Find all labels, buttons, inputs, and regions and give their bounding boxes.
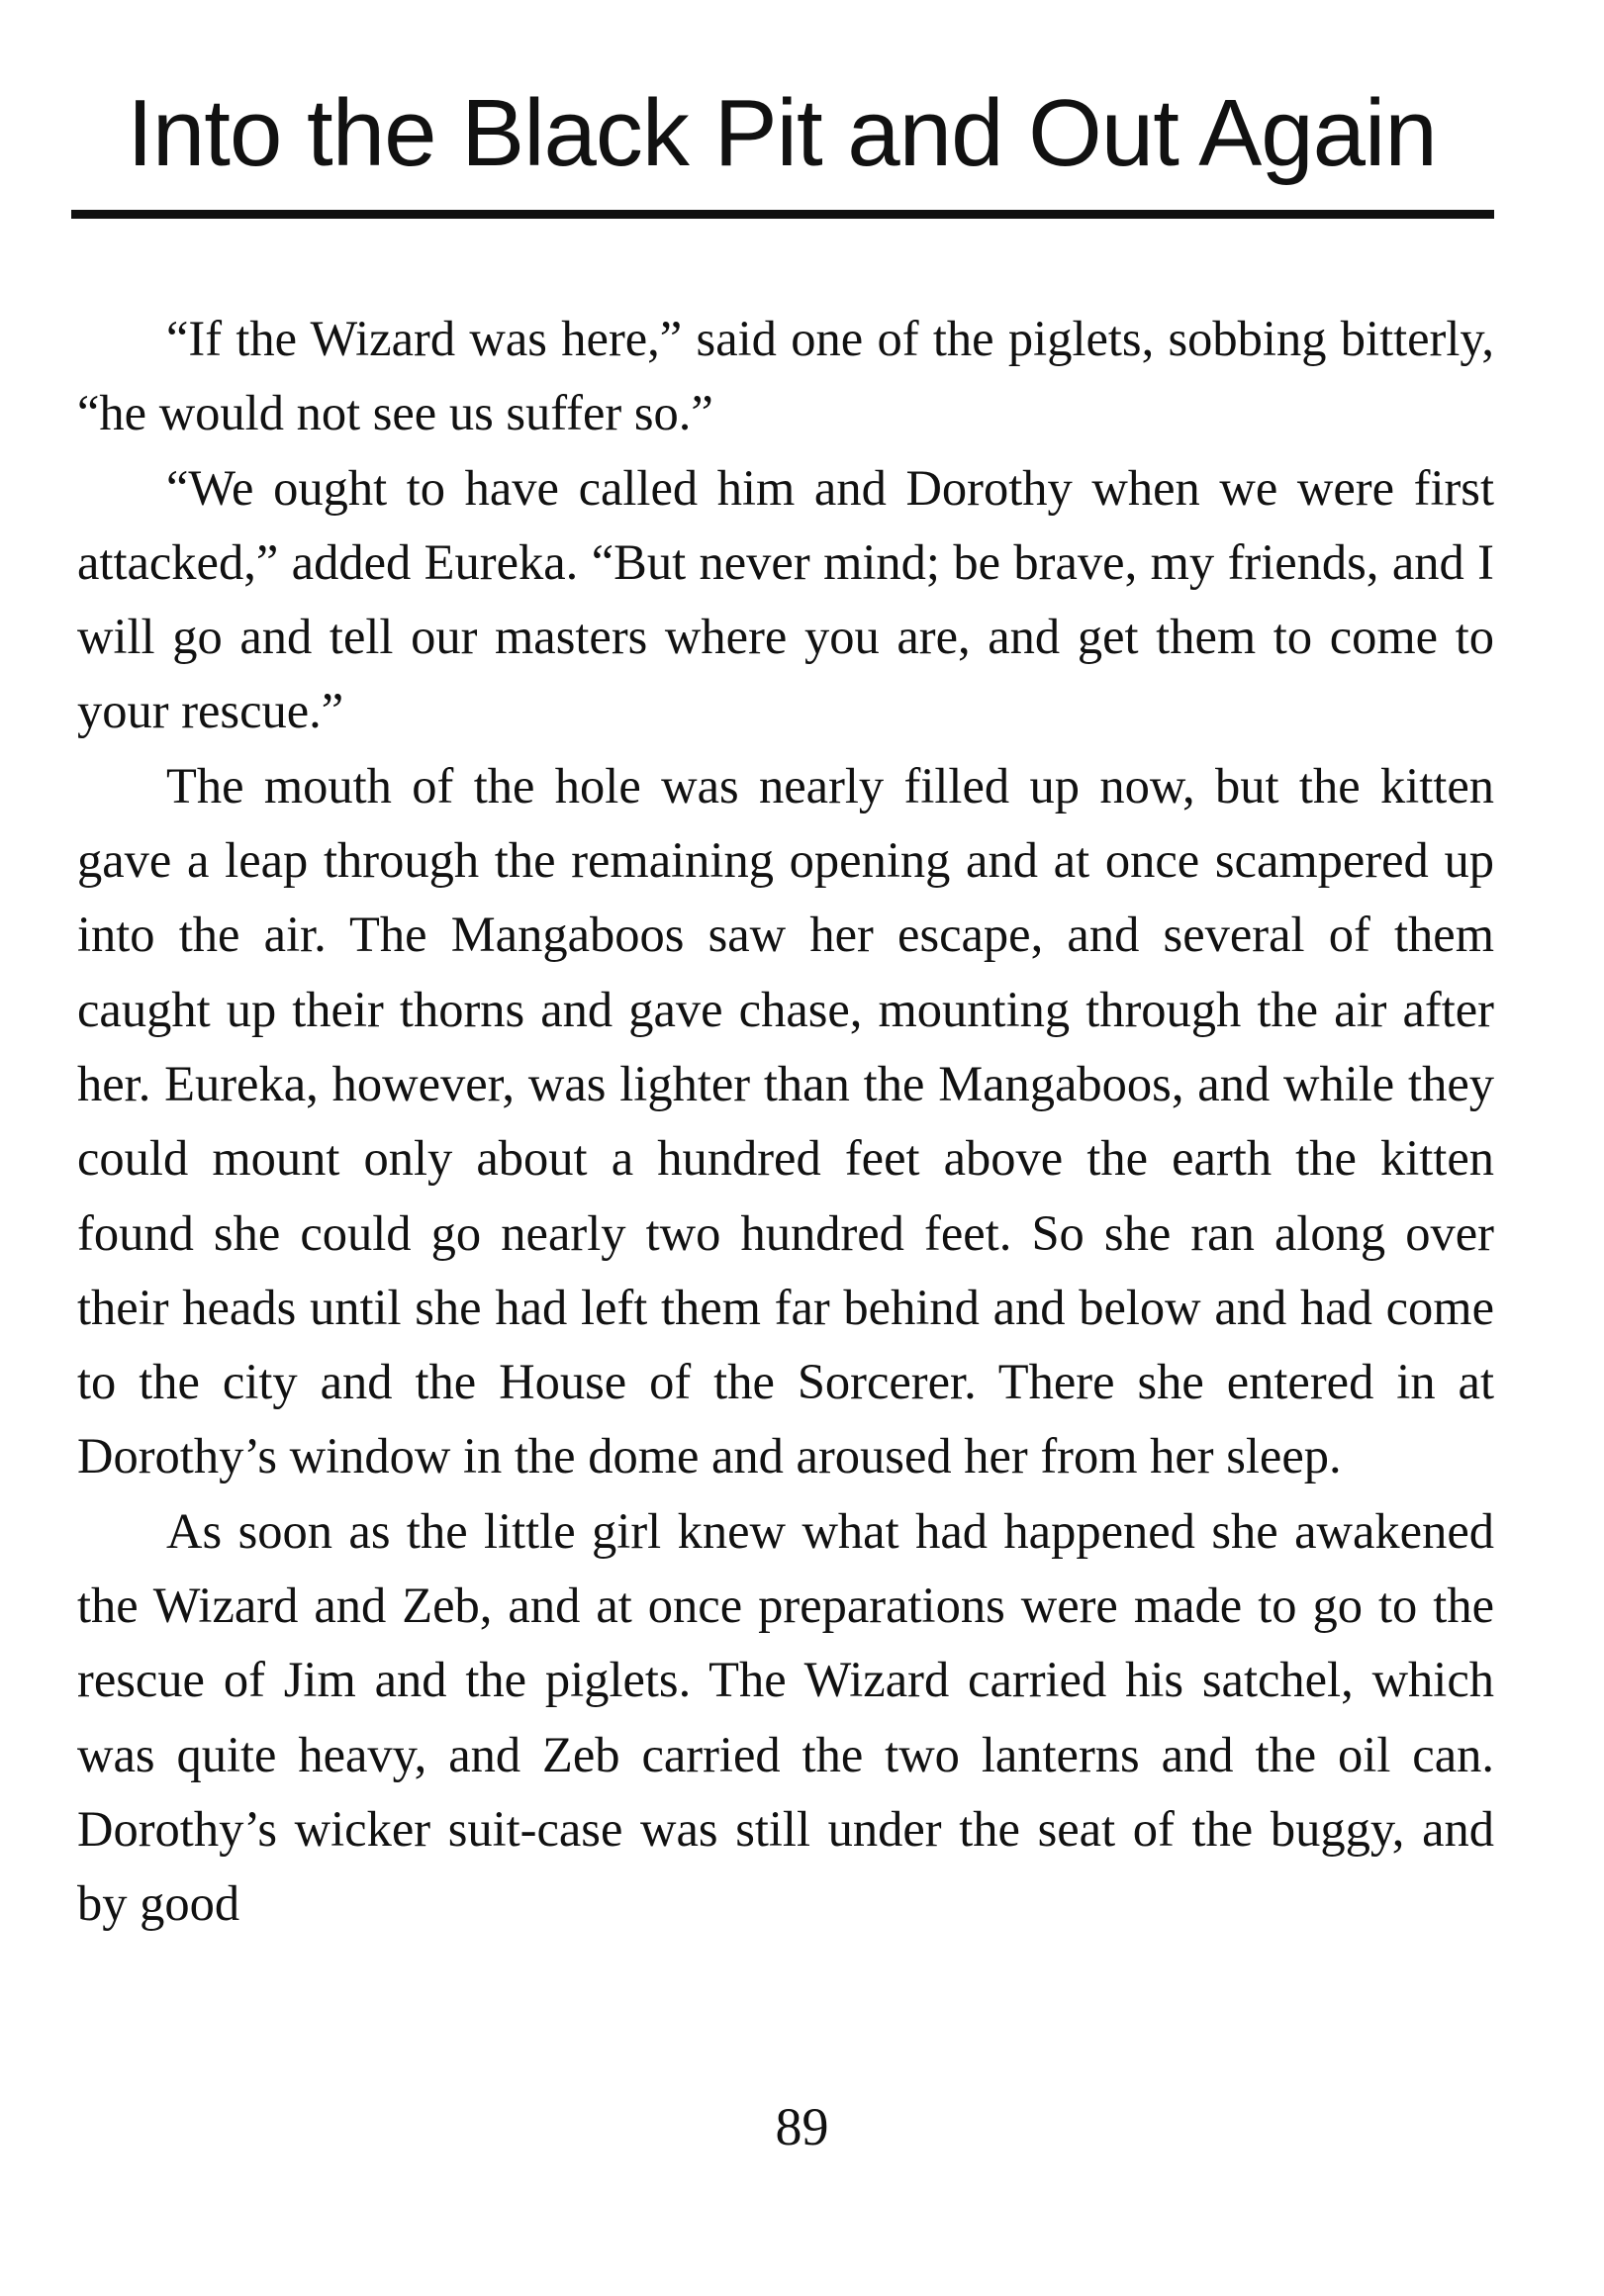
paragraph: “We ought to have called him and Dorothy when we were first attacked,” added Eureka. “But never mind; be brave, my friends, and I will go and tell our masters where you are, and get them to come to your rescue.” xyxy=(77,459,1494,739)
page-number: 89 xyxy=(775,2097,829,2156)
body-text xyxy=(77,302,1494,1942)
paragraph: As soon as the little girl knew what had happened she awakened the Wizard and Zeb, and at once preparations were made to go to the rescue of Jim and the piglets. The Wizard carried his satchel, which was quite heavy, and Zeb carried the two lanterns and the oil can. Dorothy’s wicker suit-case was still under the seat of the buggy, and by good xyxy=(77,1502,1494,1932)
header-rule xyxy=(71,210,1494,219)
chapter-running-head: Into the Black Pit and Out Again xyxy=(127,80,1437,186)
paragraph: The mouth of the hole was nearly filled up now, but the kitten gave a leap through the remaining opening and at once scampered up into the air. The Mangaboos saw her escape, and several of them caught up their thorns and gave chase, mounting through the air after her. Eureka, however, was lighter than the Mangaboos, and while they could mount only about a hundred feet above the earth the kitten found she could go nearly two hundred feet. So she ran along over their heads until she had left them far behind and below and had come to the city and the House of the Sorcerer. There she entered in at Dorothy’s window in the dome and aroused her from her sleep. xyxy=(77,757,1494,1484)
paragraph: “If the Wizard was here,” said one of the piglets, sobbing bitterly, “he would not see us suffer so.” xyxy=(77,311,1494,441)
